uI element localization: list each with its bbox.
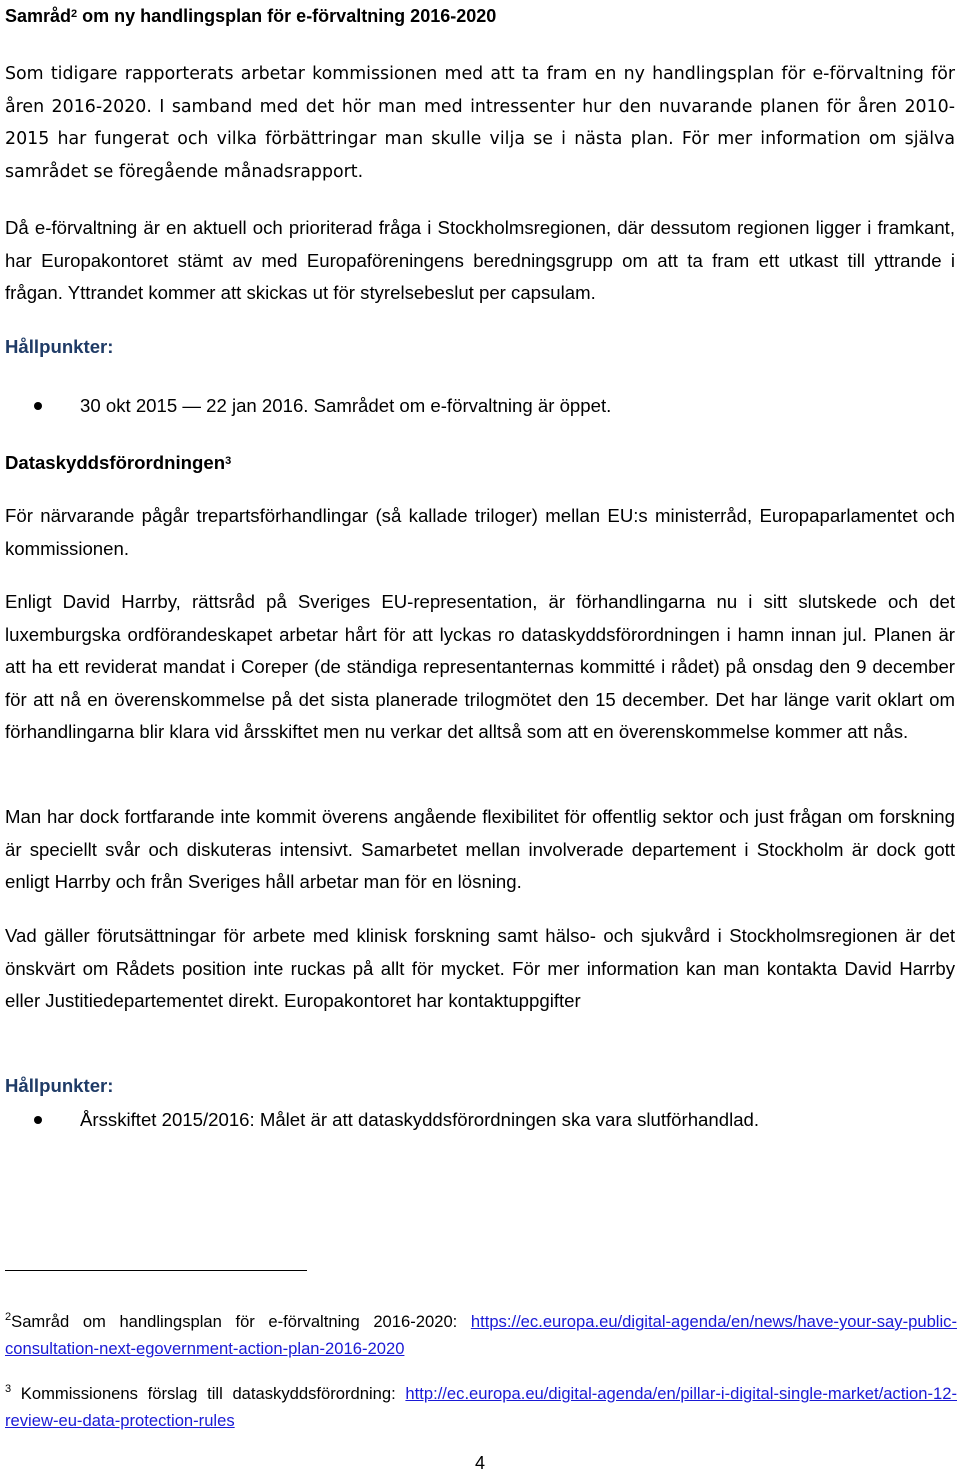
list-item-text: 30 okt 2015 — 22 jan 2016. Samrådet om e-förvaltning är öppet. bbox=[80, 395, 612, 416]
list-item-text: Årsskiftet 2015/2016: Målet är att dataskyddsförordningen ska vara slutförhandlad. bbox=[80, 1109, 760, 1130]
footnote-ref-3[interactable]: 3 bbox=[225, 455, 232, 467]
footnote-number: 3 bbox=[5, 1383, 12, 1395]
section-heading-e-forvaltning bbox=[5, 4, 496, 28]
hallpunkter-label: Hållpunkter: bbox=[5, 1075, 114, 1096]
bullet-icon bbox=[34, 1116, 42, 1124]
footnote-ref-2[interactable]: 2 bbox=[71, 8, 78, 20]
paragraph-triloger: För närvarande pågår trepartsförhandlingar (så kallade triloger) mellan EU:s ministerråd, Europaparlamentet och kommissionen. bbox=[5, 505, 955, 559]
section-heading-dataskydd bbox=[5, 450, 231, 476]
paragraph-flexibilitet: Man har dock fortfarande inte kommit överens angående flexibilitet för offentlig sektor och just frågan om forskning är speciellt svår och diskuteras intensivt. Samarbetet mellan involverade departement i Stockholm är dock gott enligt Harrby och från Sveriges håll arbetar man för en lösning. bbox=[5, 806, 955, 892]
paragraph-harrby: Enligt David Harrby, rättsråd på Sveriges EU-representation, är förhandlingarna nu i sitt slutskede och det luxemburgska ordförandeskapet arbetar hårt för att lyckas ro dataskyddsförordningen i hamn innan jul. Planen är att ha ett reviderat mandat i Coreper (de ständiga representanternas kommitté i rådet) på onsdag den 9 december för att nå en överenskommelse på det sista planerade trilogmötet den 15 december. Det har länge varit oklart om förhandlingarna blir klara vid årsskiftet men nu verkar det alltså som att en överenskommelse kommer att nås. bbox=[5, 591, 955, 742]
paragraph-intro: Som tidigare rapporterats arbetar kommissionen med att ta fram en ny handlingsplan för e-förvaltning för åren 2016-2020. I samband med det hör man med intressenter hur den nuvarande planen för åren 2010-2015 har fungerat och vilka förbättringar man skulle vilja se i nästa plan. För mer information om själva samrådet se föregående månadsrapport. bbox=[5, 64, 955, 182]
heading-text: Dataskyddsförordningen bbox=[5, 452, 226, 473]
heading-text: Samråd bbox=[5, 6, 72, 26]
footnote-text: Samråd om handlingsplan för e-förvaltning 2016-2020: bbox=[11, 1312, 471, 1331]
footnote-text: Kommissionens förslag till dataskyddsförordning: bbox=[11, 1384, 406, 1403]
footnote-number: 2 bbox=[5, 1311, 12, 1323]
bullet-icon bbox=[34, 402, 42, 410]
heading-text-rest: om ny handlingsplan för e-förvaltning 2016-2020 bbox=[77, 6, 497, 26]
page-number: 4 bbox=[474, 1453, 485, 1473]
footnote-link[interactable]: https://ec.europa.eu/digital-agenda/en/news/have-your-say-public-consultation-next-egovernment-action-plan-2016-2020 bbox=[5, 1312, 957, 1358]
hallpunkter-label: Hållpunkter: bbox=[5, 336, 114, 357]
footnote-divider bbox=[5, 1270, 307, 1271]
footnote-3 bbox=[5, 1380, 957, 1434]
footnote-link[interactable]: http://ec.europa.eu/digital-agenda/en/pillar-i-digital-single-market/action-12-review-eu-data-protection-rules bbox=[5, 1384, 957, 1430]
paragraph-stockholm: Då e-förvaltning är en aktuell och prioriterad fråga i Stockholmsregionen, där dessutom regionen ligger i framkant, har Europakontoret stämt av med Europaföreningens beredningsgrupp om att ta fram ett utkast till yttrande i frågan. Yttrandet kommer att skickas ut för styrelsebeslut per capsulam. bbox=[5, 217, 955, 303]
paragraph-forutsattningar: Vad gäller förutsättningar för arbete med klinisk forskning samt hälso- och sjukvård i Stockholmsregionen är det önskvärt om Rådets position inte ruckas på allt för mycket. För mer information kan man kontakta David Harrby eller Justitiedepartementet direkt. Europakontoret har kontaktuppgifter bbox=[5, 925, 955, 1011]
footnote-2 bbox=[5, 1308, 957, 1362]
